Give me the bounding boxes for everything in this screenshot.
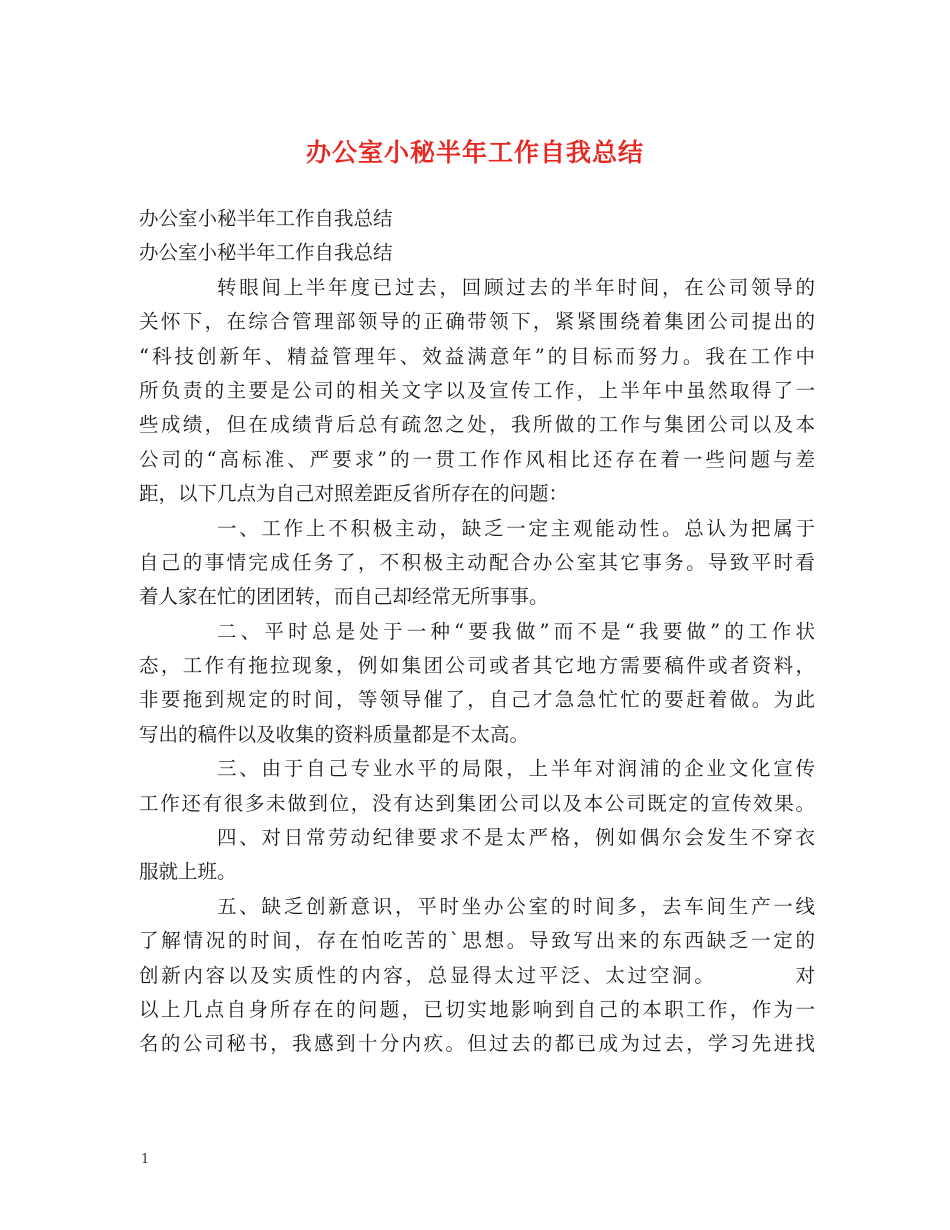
text-line: 三、由于自己专业水平的局限，上半年对润浦的企业文化宣传 (217, 757, 815, 781)
text-line: 态，工作有拖拉现象，例如集团公司或者其它地方需要稿件或者资料， (139, 654, 815, 678)
text-line: 服就上班。 (139, 860, 237, 884)
text-line: 创新内容以及实质性的内容，总显得太过平泛、太过空洞。 对 (139, 963, 815, 987)
text-line: 些成绩，但在成绩背后总有疏忽之处，我所做的工作与集团公司以及本 (139, 413, 815, 437)
text-line: 自己的事情完成任务了，不积极主动配合办公室其它事务。导致平时看 (139, 550, 815, 574)
document-body (139, 202, 815, 1062)
text-line: 办公室小秘半年工作自我总结 (139, 207, 393, 230)
text-line: 转眼间上半年度已过去，回顾过去的半年时间，在公司领导的 (217, 275, 815, 299)
text-line: 工作还有很多未做到位，没有达到集团公司以及本公司既定的宣传效果。 (139, 791, 815, 815)
text-line: 二、平时总是处于一种“要我做”而不是“我要做”的工作状 (217, 619, 815, 643)
text-line: 一、工作上不积极主动，缺乏一定主观能动性。总认为把属于 (217, 516, 815, 540)
document-title: 办公室小秘半年工作自我总结 (305, 138, 644, 167)
text-line: 关怀下，在综合管理部领导的正确带领下，紧紧围绕着集团公司提出的 (139, 310, 815, 334)
text-line: 写出的稿件以及收集的资料质量都是不太高。 (139, 722, 530, 746)
text-line: 距，以下几点为自己对照差距反省所存在的问题： (139, 482, 569, 506)
text-line: 着人家在忙的团团转，而自己却经常无所事事。 (139, 585, 549, 609)
text-line: “科技创新年、精益管理年、效益满意年”的目标而努力。我在工作中 (139, 344, 815, 368)
text-line: 了解情况的时间，存在怕吃苦的`思想。导致写出来的东西缺乏一定的 (139, 929, 815, 953)
page-number: 1 (141, 1152, 150, 1167)
text-line: 五、缺乏创新意识，平时坐办公室的时间多，去车间生产一线 (217, 894, 815, 918)
text-line: 所负责的主要是公司的相关文字以及宣传工作，上半年中虽然取得了一 (139, 378, 815, 402)
text-line: 四、对日常劳动纪律要求不是太严格，例如偶尔会发生不穿衣 (217, 826, 815, 850)
text-line: 公司的“高标准、严要求”的一贯工作作风相比还存在着一些问题与差 (139, 447, 815, 471)
text-line: 办公室小秘半年工作自我总结 (139, 241, 393, 265)
text-line: 以上几点自身所存在的问题，已切实地影响到自己的本职工作，作为一 (139, 997, 815, 1021)
text-line: 非要拖到规定的时间，等领导催了，自己才急急忙忙的要赶着做。为此 (139, 688, 815, 712)
text-line: 名的公司秘书，我感到十分内疚。但过去的都已成为过去，学习先进找 (139, 1032, 815, 1056)
